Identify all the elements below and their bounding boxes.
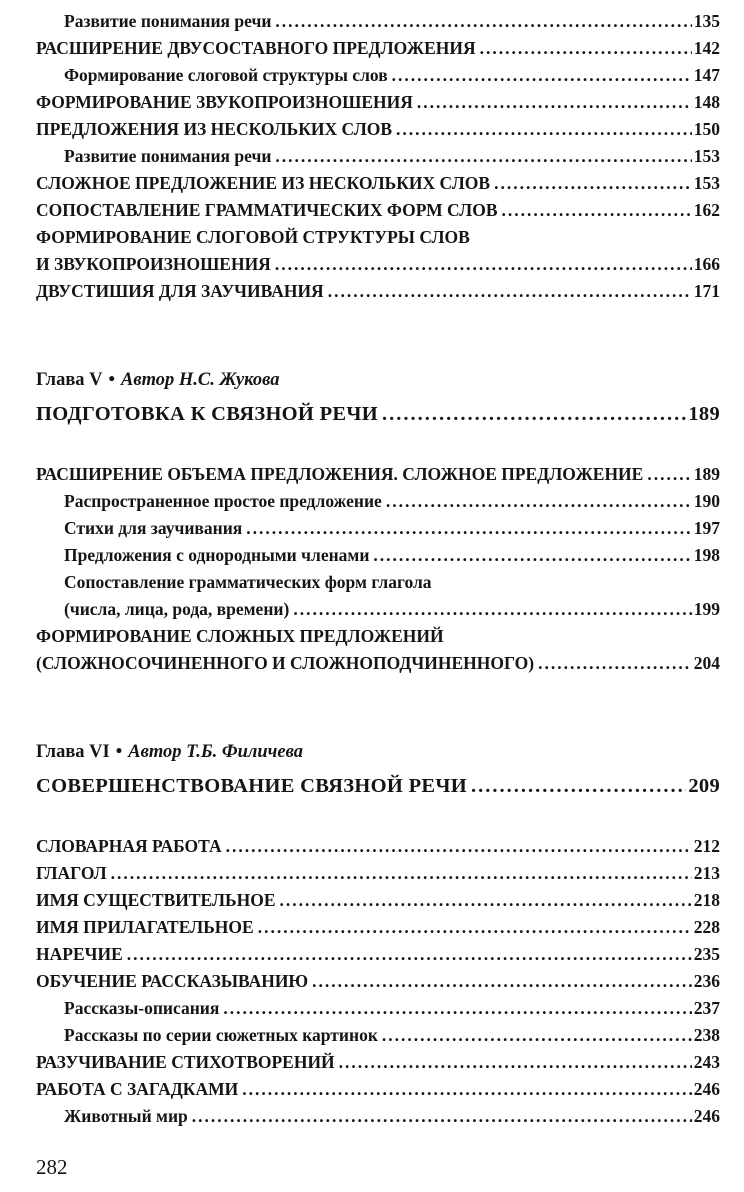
entry-page-number: 212 <box>693 836 720 856</box>
entry-page-number: 171 <box>693 281 720 301</box>
entry-page-number: 162 <box>693 200 720 220</box>
toc-entry <box>36 569 720 596</box>
dot-leader <box>223 995 691 1022</box>
toc-entry <box>36 887 720 914</box>
entry-title: ИМЯ СУЩЕСТВИТЕЛЬНОЕ <box>36 890 276 910</box>
entry-page-number: 237 <box>693 998 720 1018</box>
entry-title: РАЗУЧИВАНИЕ СТИХОТВОРЕНИЙ <box>36 1052 335 1072</box>
table-of-contents <box>36 8 720 1130</box>
toc-entry <box>36 197 720 224</box>
toc-section <box>36 8 720 305</box>
toc-entry <box>36 35 720 62</box>
dot-leader <box>275 8 691 35</box>
dot-leader <box>258 914 692 941</box>
toc-section <box>36 833 720 1130</box>
dot-leader <box>242 1076 692 1103</box>
toc-entry <box>36 596 720 623</box>
chapter-label: Глава VI <box>36 742 110 762</box>
entry-title: СОПОСТАВЛЕНИЕ ГРАММАТИЧЕСКИХ ФОРМ СЛОВ <box>36 200 498 220</box>
entry-title: Рассказы-описания <box>64 998 220 1018</box>
dot-leader <box>494 170 692 197</box>
dot-leader <box>392 62 692 89</box>
dot-leader <box>226 833 692 860</box>
entry-title: ДВУСТИШИЯ ДЛЯ ЗАУЧИВАНИЯ <box>36 281 324 301</box>
entry-title: РАБОТА С ЗАГАДКАМИ <box>36 1079 239 1099</box>
dot-leader <box>538 650 692 677</box>
entry-page-number: 153 <box>693 146 720 166</box>
toc-entry <box>36 224 720 251</box>
entry-page-number: 246 <box>693 1079 720 1099</box>
entry-title: ГЛАГОЛ <box>36 863 107 883</box>
dot-leader <box>339 1049 692 1076</box>
entry-title: СЛОЖНОЕ ПРЕДЛОЖЕНИЕ ИЗ НЕСКОЛЬКИХ СЛОВ <box>36 173 491 193</box>
entry-page-number: 189 <box>688 403 720 425</box>
dot-leader <box>471 771 686 801</box>
dot-leader <box>192 1103 692 1130</box>
chapter-heading <box>36 367 720 393</box>
toc-entry <box>36 8 720 35</box>
dot-leader <box>328 278 692 305</box>
toc-entry <box>36 251 720 278</box>
dot-leader <box>246 515 692 542</box>
entry-title: СОВЕРШЕНСТВОВАНИЕ СВЯЗНОЙ РЕЧИ <box>36 775 467 797</box>
entry-page-number: 147 <box>693 65 720 85</box>
dot-leader <box>127 941 692 968</box>
dot-leader <box>111 860 692 887</box>
entry-page-number: 197 <box>693 518 720 538</box>
toc-entry <box>36 116 720 143</box>
bullet-icon: • <box>115 742 123 762</box>
toc-entry <box>36 542 720 569</box>
toc-entry <box>36 143 720 170</box>
dot-leader <box>293 596 691 623</box>
entry-title: Формирование слоговой структуры слов <box>64 65 388 85</box>
entry-title: Стихи для заучивания <box>64 518 243 538</box>
toc-entry <box>36 488 720 515</box>
entry-page-number: 166 <box>693 254 720 274</box>
entry-page-number: 238 <box>693 1025 720 1045</box>
dot-leader <box>647 461 691 488</box>
entry-title: РАСШИРЕНИЕ ДВУСОСТАВНОГО ПРЕДЛОЖЕНИЯ <box>36 38 476 58</box>
toc-entry <box>36 1076 720 1103</box>
dot-leader <box>502 197 692 224</box>
entry-page-number: 190 <box>693 491 720 511</box>
toc-entry <box>36 941 720 968</box>
entry-title: Рассказы по серии сюжетных картинок <box>64 1025 378 1045</box>
toc-entry <box>36 1049 720 1076</box>
entry-title: РАСШИРЕНИЕ ОБЪЕМА ПРЕДЛОЖЕНИЯ. СЛОЖНОЕ ПРЕДЛОЖЕНИЕ <box>36 464 644 484</box>
entry-page-number: 204 <box>693 653 720 673</box>
entry-page-number: 135 <box>693 11 720 31</box>
dot-leader <box>382 1022 692 1049</box>
chapter-author: Автор Н.С. Жукова <box>121 370 280 390</box>
entry-page-number: 153 <box>693 173 720 193</box>
entry-page-number: 148 <box>693 92 720 112</box>
toc-entry <box>36 62 720 89</box>
entry-title: (числа, лица, рода, времени) <box>64 599 290 619</box>
entry-page-number: 236 <box>693 971 720 991</box>
toc-entry <box>36 650 720 677</box>
entry-page-number: 228 <box>693 917 720 937</box>
chapter-author: Автор Т.Б. Филичева <box>128 742 303 762</box>
dot-leader <box>417 89 692 116</box>
entry-title: СЛОВАРНАЯ РАБОТА <box>36 836 222 856</box>
entry-page-number: 243 <box>693 1052 720 1072</box>
entry-title: Развитие понимания речи <box>64 146 272 166</box>
toc-entry <box>36 968 720 995</box>
entry-title: Сопоставление грамматических форм глагола <box>64 572 432 592</box>
entry-page-number: 213 <box>693 863 720 883</box>
bullet-icon: • <box>108 370 116 390</box>
dot-leader <box>275 143 691 170</box>
entry-title: (СЛОЖНОСОЧИНЕННОГО И СЛОЖНОПОДЧИНЕННОГО) <box>36 653 535 673</box>
toc-entry <box>36 1022 720 1049</box>
chapter-title-entry <box>36 771 720 801</box>
dot-leader <box>480 35 692 62</box>
dot-leader <box>312 968 692 995</box>
entry-page-number: 142 <box>693 38 720 58</box>
chapter-heading <box>36 739 720 765</box>
entry-title: ФОРМИРОВАНИЕ СЛОЖНЫХ ПРЕДЛОЖЕНИЙ <box>36 626 444 646</box>
toc-entry <box>36 461 720 488</box>
toc-entry <box>36 995 720 1022</box>
entry-title: Животный мир <box>64 1106 188 1126</box>
entry-page-number: 198 <box>693 545 720 565</box>
dot-leader <box>382 399 686 429</box>
toc-section <box>36 461 720 677</box>
entry-title: ПОДГОТОВКА К СВЯЗНОЙ РЕЧИ <box>36 403 378 425</box>
dot-leader <box>386 488 692 515</box>
entry-title: ФОРМИРОВАНИЕ ЗВУКОПРОИЗНОШЕНИЯ <box>36 92 413 112</box>
dot-leader <box>275 251 692 278</box>
entry-page-number: 218 <box>693 890 720 910</box>
toc-entry <box>36 623 720 650</box>
toc-entry <box>36 1103 720 1130</box>
entry-title: И ЗВУКОПРОИЗНОШЕНИЯ <box>36 254 271 274</box>
entry-title: Предложения с однородными членами <box>64 545 370 565</box>
toc-entry <box>36 833 720 860</box>
entry-title: ИМЯ ПРИЛАГАТЕЛЬНОЕ <box>36 917 254 937</box>
toc-entry <box>36 89 720 116</box>
toc-entry <box>36 278 720 305</box>
entry-page-number: 209 <box>688 775 720 797</box>
entry-title: ОБУЧЕНИЕ РАССКАЗЫВАНИЮ <box>36 971 309 991</box>
entry-title: НАРЕЧИЕ <box>36 944 123 964</box>
dot-leader <box>280 887 692 914</box>
entry-page-number: 235 <box>693 944 720 964</box>
entry-title: ФОРМИРОВАНИЕ СЛОГОВОЙ СТРУКТУРЫ СЛОВ <box>36 227 470 247</box>
toc-entry <box>36 914 720 941</box>
entry-page-number: 246 <box>693 1106 720 1126</box>
dot-leader <box>373 542 691 569</box>
entry-page-number: 189 <box>693 464 720 484</box>
entry-page-number: 199 <box>693 599 720 619</box>
chapter-label: Глава V <box>36 370 103 390</box>
entry-title: Развитие понимания речи <box>64 11 272 31</box>
entry-title: Распространенное простое предложение <box>64 491 382 511</box>
toc-entry <box>36 860 720 887</box>
page-number: 282 <box>36 1155 68 1179</box>
dot-leader <box>396 116 692 143</box>
toc-entry <box>36 515 720 542</box>
chapter-title-entry <box>36 399 720 429</box>
toc-entry <box>36 170 720 197</box>
entry-title: ПРЕДЛОЖЕНИЯ ИЗ НЕСКОЛЬКИХ СЛОВ <box>36 119 393 139</box>
entry-page-number: 150 <box>693 119 720 139</box>
